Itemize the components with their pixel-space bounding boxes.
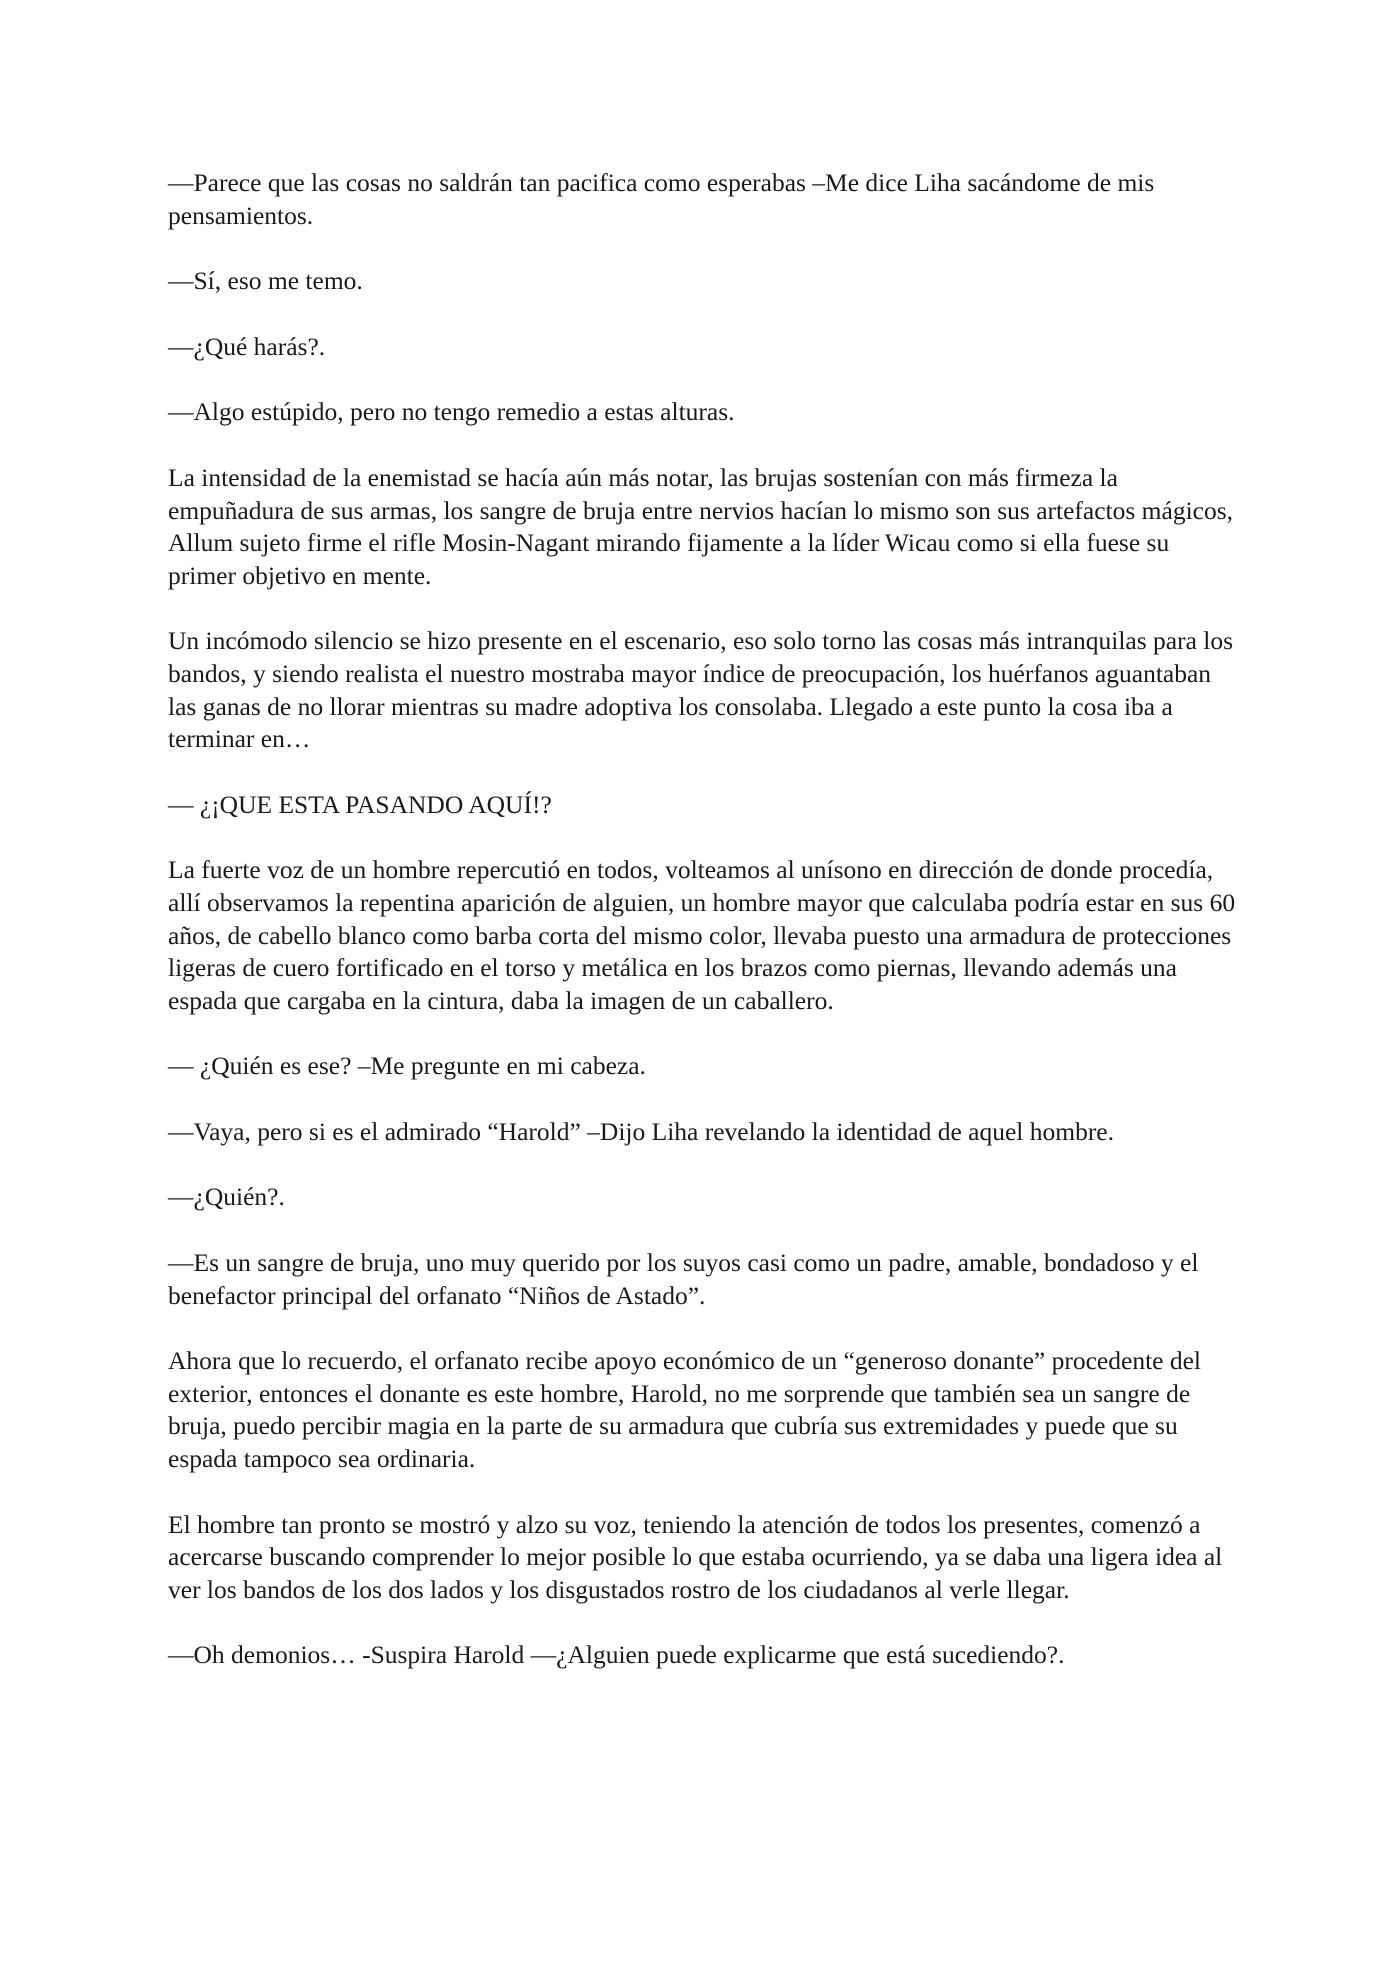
paragraph-6: Un incómodo silencio se hizo presente en el escenario, eso solo torno las cosas más intranquilas para los bandos, y siendo realista el nuestro mostraba mayor índice de preocupación, los huérfanos aguantaban las ganas de no llorar mientras su madre adoptiva los consolaba. Llegado a este punto la cosa iba a terminar en… [168, 626, 1234, 754]
paragraph-9: — ¿Quién es ese? –Me pregunte en mi cabeza. [168, 1051, 646, 1081]
paragraph-11: —¿Quién?. [168, 1182, 285, 1212]
paragraph-12: —Es un sangre de bruja, uno muy querido por los suyos casi como un padre, amable, bondadoso y el benefactor principal del orfanato “Niños de Astado”. [168, 1248, 1199, 1310]
paragraph-5: La intensidad de la enemistad se hacía aún más notar, las brujas sostenían con más firmeza la empuñadura de sus armas, los sangre de bruja entre nervios hacían lo mismo son sus artefactos mágicos, Allum sujeto firme el rifle Mosin-Nagant mirando fijamente a la líder Wicau como si ella fuese su primer objetivo en mente. [168, 462, 1234, 590]
paragraph-14: El hombre tan pronto se mostró y alzo su voz, teniendo la atención de todos los presentes, comenzó a acercarse buscando comprender lo mejor posible lo que estaba ocurriendo, ya se daba una ligera idea al ver los bandos de los dos lados y los disgustados rostro de los ciudadanos al verle llegar. [168, 1509, 1223, 1604]
paragraph-1: —Parece que las cosas no saldrán tan pacifica como esperabas –Me dice Liha sacándome de mis pensamientos. [168, 168, 1155, 230]
paragraph-2: —Sí, eso me temo. [168, 266, 363, 296]
document-body [168, 167, 1243, 1705]
paragraph-3: —¿Qué harás?. [168, 331, 326, 361]
paragraph-4: —Algo estúpido, pero no tengo remedio a estas alturas. [168, 397, 735, 427]
paragraph-7: — ¿¡QUE ESTA PASANDO AQUÍ!? [168, 789, 552, 819]
paragraph-15: —Oh demonios… -Suspira Harold —¿Alguien puede explicarme que está sucediendo?. [168, 1640, 1065, 1670]
paragraph-13: Ahora que lo recuerdo, el orfanato recibe apoyo económico de un “generoso donante” procedente del exterior, entonces el donante es este hombre, Harold, no me sorprende que también sea un sangre de bruja, puedo percibir magia en la parte de su armadura que cubría sus extremidades y puede que su espada tampoco sea ordinaria. [168, 1346, 1201, 1474]
paragraph-8: La fuerte voz de un hombre repercutió en todos, volteamos al unísono en dirección de donde procedía, allí observamos la repentina aparición de alguien, un hombre mayor que calculaba podría estar en sus 60 años, de cabello blanco como barba corta del mismo color, llevaba puesto una armadura de protecciones ligeras de cuero fortificado en el torso y metálica en los brazos como piernas, llevando además una espada que cargaba en la cintura, daba la imagen de un caballero. [168, 855, 1236, 1015]
paragraph-10: —Vaya, pero si es el admirado “Harold” –Dijo Liha revelando la identidad de aquel hombre. [168, 1116, 1115, 1146]
